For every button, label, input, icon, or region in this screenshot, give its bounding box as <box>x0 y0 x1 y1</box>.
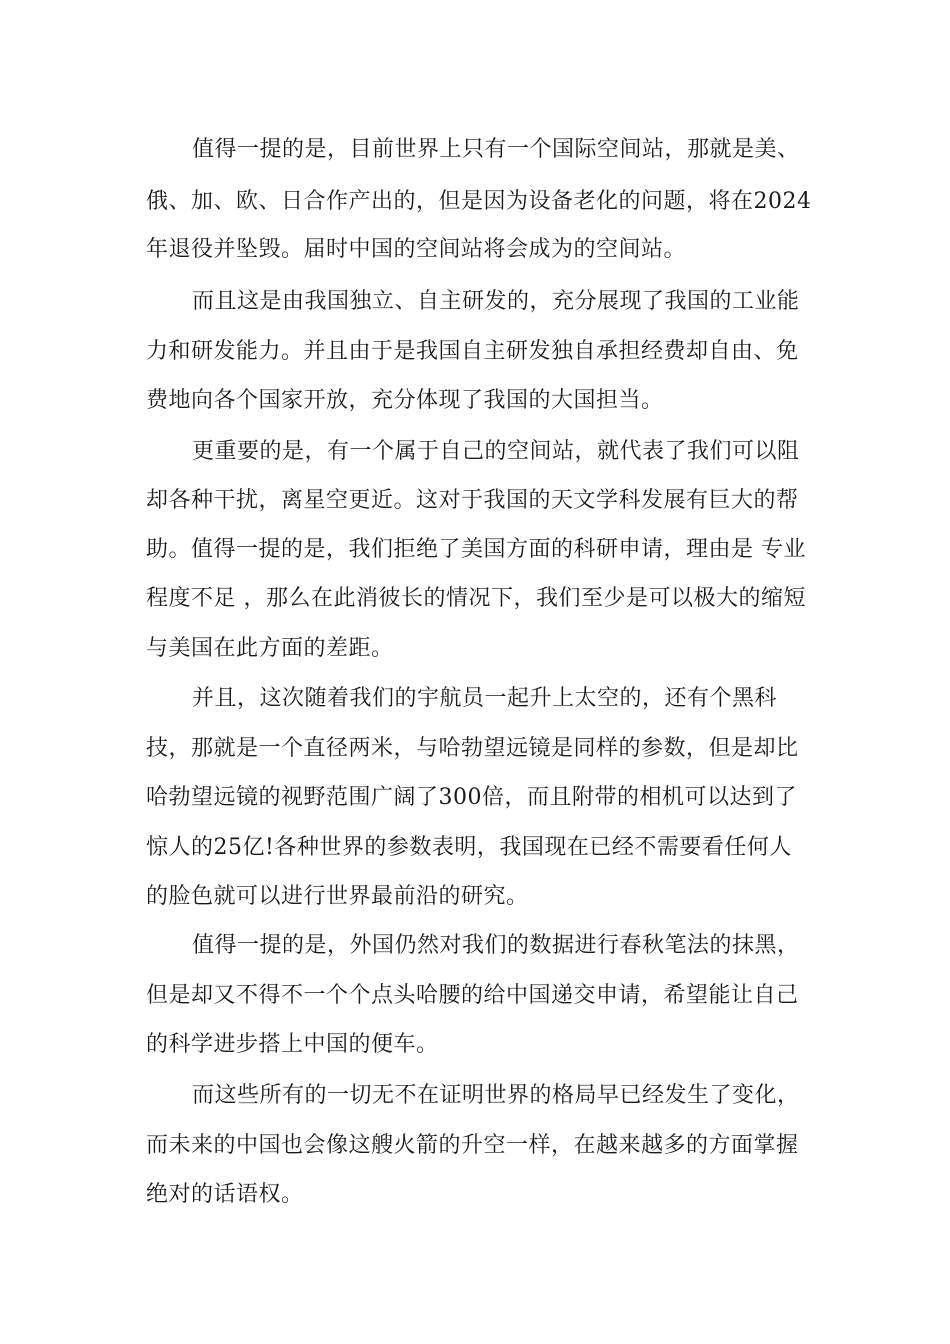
paragraph-3-line-2: 却各种干扰，离星空更近。这对于我国的天文学科发展有巨大的帮 <box>146 488 799 513</box>
paragraph-1-line-3: 年退役并坠毁。届时中国的空间站将会成为的空间站。 <box>146 237 687 262</box>
paragraph-4-line-3: 哈勃望远镜的视野范围广阔了300倍，而且附带的相机可以达到了 <box>146 785 797 810</box>
paragraph-2-line-3: 费地向各个国家开放，充分体现了我国的大国担当。 <box>146 388 664 413</box>
paragraph-6-line-2: 而未来的中国也会像这艘火箭的升空一样，在越来越多的方面掌握 <box>146 1133 799 1158</box>
paragraph-3-line-4: 程度不足 ，那么在此消彼长的情况下，我们至少是可以极大的缩短 <box>146 586 806 611</box>
paragraph-4-line-5: 的脸色就可以进行世界最前沿的研究。 <box>146 884 529 909</box>
paragraph-3-line-1: 更重要的是，有一个属于自己的空间站，就代表了我们可以阻 <box>192 439 800 464</box>
paragraph-4-line-1: 并且，这次随着我们的宇航员一起升上太空的，还有个黑科 <box>192 686 778 711</box>
paragraph-5-line-1: 值得一提的是，外国仍然对我们的数据进行春秋笔法的抹黑， <box>192 933 800 958</box>
paragraph-6-line-1: 而这些所有的一切无不在证明世界的格局早已经发生了变化， <box>192 1083 800 1108</box>
paragraph-4-line-2: 技，那就是一个直径两米，与哈勃望远镜是同样的参数，但是却比 <box>146 736 799 761</box>
paragraph-4-line-4: 惊人的25亿!各种世界的参数表明，我国现在已经不需要看任何人 <box>146 835 792 860</box>
paragraph-3-line-3: 助。值得一提的是，我们拒绝了美国方面的科研申请，理由是 专业 <box>146 537 806 562</box>
paragraph-5-line-3: 的科学进步搭上中国的便车。 <box>146 1032 439 1057</box>
paragraph-1-line-1: 值得一提的是，目前世界上只有一个国际空间站，那就是美、 <box>192 137 800 162</box>
paragraph-1-line-2: 俄、加、欧、日合作产出的，但是因为设备老化的问题，将在2024 <box>146 189 812 214</box>
paragraph-6-line-3: 绝对的话语权。 <box>146 1182 304 1207</box>
paragraph-5-line-2: 但是却又不得不一个个点头哈腰的给中国递交申请，希望能让自己 <box>146 983 799 1008</box>
paragraph-2-line-2: 力和研发能力。并且由于是我国自主研发独自承担经费却自由、免 <box>146 339 799 364</box>
paragraph-2-line-1: 而且这是由我国独立、自主研发的，充分展现了我国的工业能 <box>192 289 800 314</box>
paragraph-3-line-5: 与美国在此方面的差距。 <box>146 636 394 661</box>
